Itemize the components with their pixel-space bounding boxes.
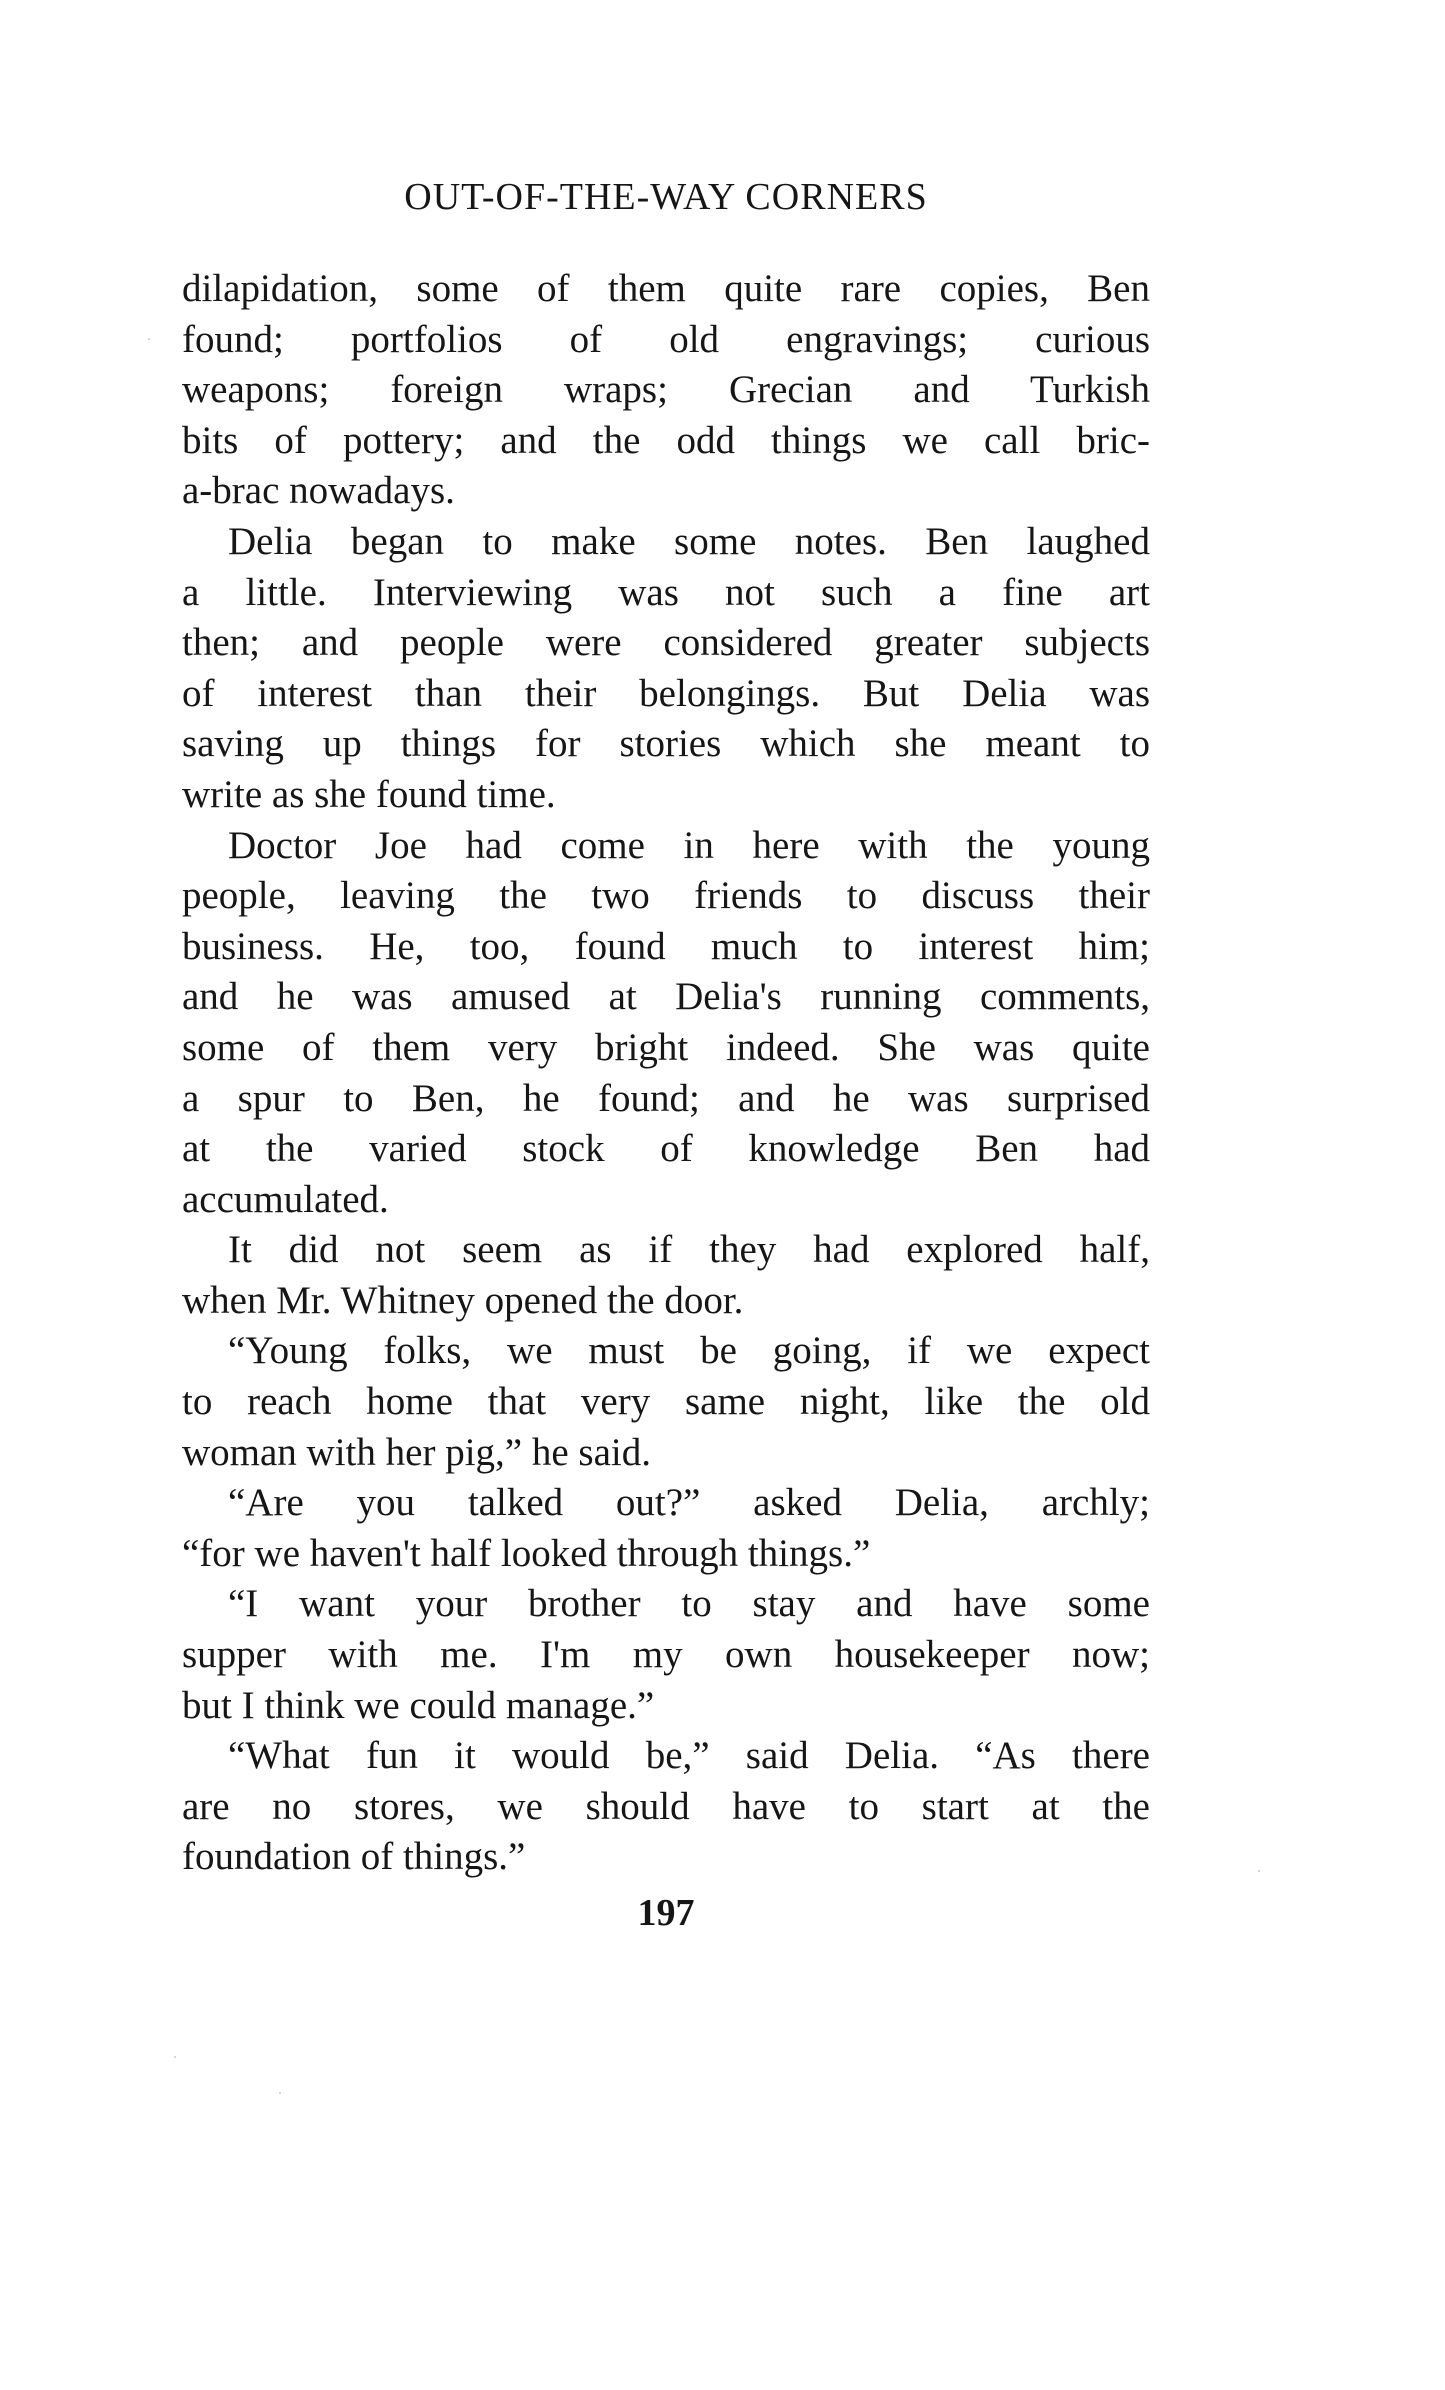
text-line: but I think we could manage.” (182, 1683, 655, 1727)
running-head: OUT-OF-THE-WAY CORNERS (404, 176, 928, 218)
text-line: “for we haven't half looked through things.” (182, 1531, 871, 1575)
text-line: write as she found time. (182, 772, 556, 816)
text-line: business. He, too, found much to interest him; (182, 924, 1150, 968)
paragraph (182, 1225, 1150, 1326)
paragraph (182, 264, 1150, 517)
text-line: “What fun it would be,” said Delia. “As there (228, 1734, 1150, 1778)
text-line: “Young folks, we must be going, if we expect (228, 1329, 1150, 1373)
text-line: supper with me. I'm my own housekeeper now; (182, 1633, 1150, 1677)
paragraph (182, 1579, 1150, 1731)
paragraph (182, 517, 1150, 821)
text-line: foundation of things.” (182, 1835, 526, 1879)
paper-speck (148, 338, 150, 340)
text-line: are no stores, we should have to start at the (182, 1784, 1150, 1828)
text-line: to reach home that very same night, like the old (182, 1380, 1150, 1424)
paragraph (182, 1326, 1150, 1478)
body-text (182, 264, 1150, 1883)
text-line: weapons; foreign wraps; Grecian and Turkish (182, 368, 1150, 412)
text-line: It did not seem as if they had explored half, (228, 1228, 1150, 1272)
text-line: when Mr. Whitney opened the door. (182, 1278, 744, 1322)
text-line: Doctor Joe had come in here with the young (228, 823, 1150, 867)
text-line: a spur to Ben, he found; and he was surprised (182, 1076, 1150, 1120)
paper-speck (1258, 1870, 1260, 1872)
text-line: woman with her pig,” he said. (182, 1430, 651, 1474)
text-line: dilapidation, some of them quite rare copies, Ben (182, 267, 1150, 310)
paper-speck (279, 2092, 281, 2094)
text-line: at the varied stock of knowledge Ben had (182, 1127, 1150, 1171)
text-line: “Are you talked out?” asked Delia, archly; (228, 1481, 1150, 1525)
text-line: accumulated. (182, 1177, 389, 1221)
text-line: a little. Interviewing was not such a fine art (182, 570, 1150, 614)
text-line: “I want your brother to stay and have some (228, 1582, 1150, 1626)
text-line: saving up things for stories which she meant to (182, 722, 1150, 766)
text-line: found; portfolios of old engravings; curious (182, 317, 1150, 361)
text-line: and he was amused at Delia's running comments, (182, 975, 1150, 1019)
text-line: some of them very bright indeed. She was quite (182, 1025, 1150, 1069)
page-number: 197 (637, 1892, 695, 1934)
paragraph (182, 821, 1150, 1226)
paragraph (182, 1478, 1150, 1579)
text-line: a-brac nowadays. (182, 469, 455, 513)
text-line: bits of pottery; and the odd things we call bric- (182, 418, 1150, 462)
paper-speck (174, 2056, 176, 2058)
text-line: people, leaving the two friends to discuss their (182, 874, 1150, 918)
text-line: Delia began to make some notes. Ben laughed (228, 519, 1150, 563)
text-line: of interest than their belongings. But Delia was (182, 671, 1150, 715)
paragraph (182, 1731, 1150, 1883)
text-line: then; and people were considered greater subjects (182, 621, 1150, 665)
